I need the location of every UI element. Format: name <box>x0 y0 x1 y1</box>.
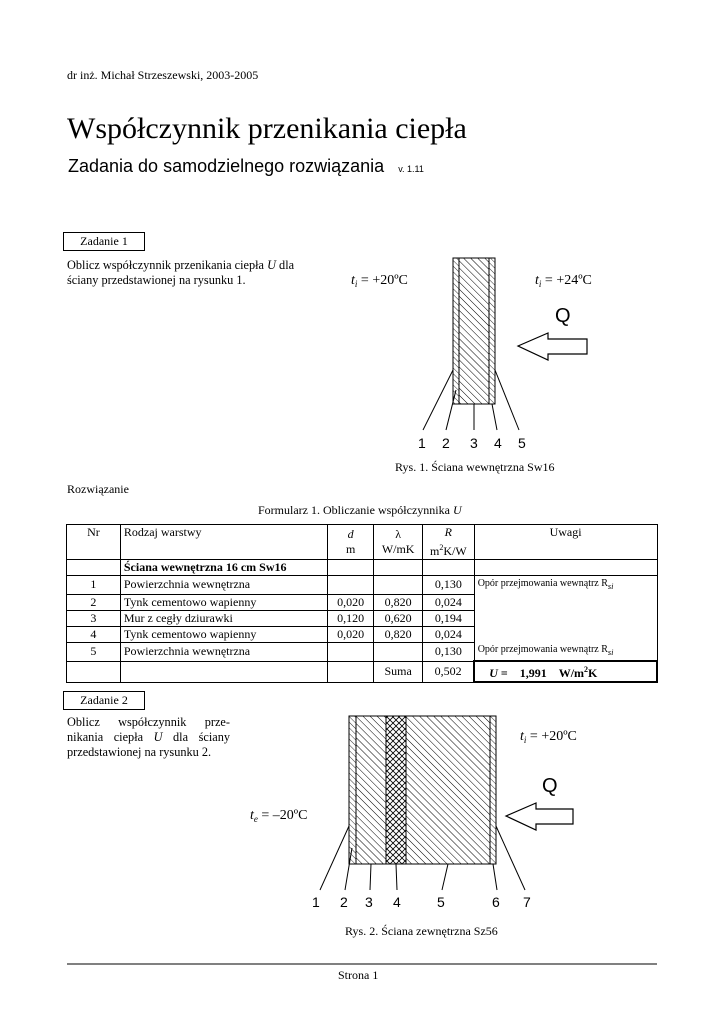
task1-text-a: Oblicz współczynnik przenikania ciepła <box>67 258 268 272</box>
row-note <box>474 626 657 642</box>
header-nr: Nr <box>67 525 121 560</box>
task1-label-box: Zadanie 1 <box>63 232 145 251</box>
fig1-temp-left: $t_i$ = +20ºC <box>351 273 408 289</box>
row-lambda: 0,820 <box>374 594 423 610</box>
fig2-temp-left: $t_e$ = –20ºC <box>250 808 308 824</box>
row-nr: 5 <box>67 642 121 661</box>
header-d <box>327 525 373 560</box>
task1-text-b: dla ściany przedstawionej na rysunku 1. <box>67 258 295 287</box>
fig2-layer-number: 6 <box>492 894 500 910</box>
table-header-row <box>67 525 658 560</box>
sum-value: 0,502 <box>422 661 474 682</box>
result-value: 1,991 <box>519 666 547 680</box>
row-note <box>474 642 657 661</box>
fig2-layer-number: 2 <box>340 894 348 910</box>
fig1-layer-plaster-left <box>453 258 459 404</box>
header-r-unit-b: K/W <box>443 544 467 558</box>
row-r: 0,024 <box>422 594 474 610</box>
row-r: 0,194 <box>422 610 474 626</box>
row-d: 0,020 <box>327 626 373 642</box>
row-name: Powierzchnia wewnętrzna <box>120 642 327 661</box>
task2-text <box>67 715 230 760</box>
fig2-layer-4 <box>406 716 490 864</box>
subtitle-text: Zadania do samodzielnego rozwiązania <box>68 156 385 176</box>
header-r <box>422 525 474 560</box>
version-label: v. 1.11 <box>398 164 424 174</box>
row-name: Powierzchnia wewnętrzna <box>120 576 327 595</box>
row-d <box>327 576 373 595</box>
sum-label: Suma <box>374 661 423 682</box>
result-unit-b: K <box>588 666 598 680</box>
table-sum-row <box>67 661 658 682</box>
header-d-unit: m <box>345 542 356 556</box>
row-d: 0,020 <box>327 594 373 610</box>
row-note-sub: si <box>607 582 614 591</box>
fig2-layer-3 <box>386 716 406 864</box>
fig2-layer-1 <box>349 716 356 864</box>
row-lambda <box>374 642 423 661</box>
row-note-sub: si <box>607 648 614 657</box>
form-caption <box>258 503 462 518</box>
fig1-caption: Rys. 1. Ściana wewnętrzna Sw16 <box>395 460 555 474</box>
fig2-layer-number: 3 <box>365 894 373 910</box>
table-row <box>67 594 658 610</box>
fig2-layer-number: 7 <box>523 894 531 910</box>
fig1-heat-flow-label: Q <box>555 305 571 327</box>
fig1-wall <box>453 258 495 404</box>
table-row <box>67 576 658 595</box>
fig2-wall <box>349 716 496 864</box>
row-r: 0,130 <box>422 576 474 595</box>
fig2-caption: Rys. 2. Ściana zewnętrzna Sz56 <box>345 924 498 938</box>
header-r-symbol: R <box>444 525 452 539</box>
table-row <box>67 642 658 661</box>
form-caption-u: U <box>452 503 462 517</box>
calculation-table <box>66 524 658 683</box>
document-title: Współczynnik przenikania ciepła <box>67 112 467 145</box>
header-name: Rodzaj warstwy <box>120 525 327 560</box>
header-notes: Uwagi <box>474 525 657 560</box>
row-nr: 3 <box>67 610 121 626</box>
row-name: Mur z cegły dziurawki <box>120 610 327 626</box>
row-nr: 1 <box>67 576 121 595</box>
fig2-heat-flow-label: Q <box>542 775 558 797</box>
row-lambda <box>374 576 423 595</box>
fig2-layer-number: 5 <box>437 894 445 910</box>
row-nr: 4 <box>67 626 121 642</box>
row-note-text: Opór przejmowania wewnątrz R <box>477 644 608 655</box>
header-lambda-symbol: λ <box>395 527 402 541</box>
row-note <box>474 610 657 626</box>
fig1-layer-number: 2 <box>442 435 450 451</box>
fig2-layer-5 <box>490 716 496 864</box>
row-name: Tynk cementowo wapienny <box>120 626 327 642</box>
result-eq: = <box>497 666 508 680</box>
task2-text-u: U <box>153 730 163 744</box>
wall-name: Ściana wewnętrzna 16 cm Sw16 <box>120 560 327 576</box>
row-note <box>474 576 657 595</box>
fig1-layer-number: 1 <box>418 435 426 451</box>
header-r-unit-sup: 2 <box>439 543 444 552</box>
fig2-heat-flow-arrow <box>506 803 573 830</box>
result-u <box>474 661 657 682</box>
solution-label: Rozwiązanie <box>67 482 129 496</box>
task2-text-a: Oblicz współczynnik prze-nikania ciepła <box>67 715 230 744</box>
fig1-temp-right: $t_i$ = +24ºC <box>535 273 592 289</box>
fig1-layer-numbers <box>418 435 526 451</box>
fig1-layer-plaster-right <box>489 258 495 404</box>
fig2-layer-number: 1 <box>312 894 320 910</box>
row-note-text: Opór przejmowania wewnątrz R <box>477 578 608 589</box>
row-d <box>327 642 373 661</box>
task2-text-b: dla ściany przedstawionej na rysunku 2. <box>67 730 230 759</box>
row-lambda: 0,620 <box>374 610 423 626</box>
header-lambda <box>374 525 423 560</box>
fig1-layer-number: 4 <box>494 435 502 451</box>
table-row <box>67 610 658 626</box>
fig1-layer-number: 5 <box>518 435 526 451</box>
author-line: dr inż. Michał Strzeszewski, 2003-2005 <box>67 68 259 82</box>
result-unit: W/m <box>558 666 585 680</box>
row-nr: 2 <box>67 594 121 610</box>
row-note <box>474 594 657 610</box>
result-unit-sup: 2 <box>584 665 589 674</box>
fig1-heat-flow-arrow <box>518 333 587 360</box>
fig1-layer-brick <box>459 258 489 404</box>
task2-label-box: Zadanie 2 <box>63 691 145 710</box>
fig2-temp-right: $t_i$ = +20ºC <box>520 729 577 745</box>
header-lambda-unit: W/mK <box>381 542 415 556</box>
table-row <box>67 626 658 642</box>
row-d: 0,120 <box>327 610 373 626</box>
fig2-layer-numbers <box>312 894 531 910</box>
task1-text-u: U <box>267 258 276 272</box>
form-caption-text: Formularz 1. Obliczanie współczynnika <box>258 503 453 517</box>
table-row-wall <box>67 560 658 576</box>
header-d-symbol: d <box>347 527 354 541</box>
header-r-unit: m <box>429 544 440 558</box>
row-r: 0,130 <box>422 642 474 661</box>
fig2-layer-number: 4 <box>393 894 401 910</box>
result-u-symbol: U <box>489 666 498 680</box>
page-number: Strona 1 <box>338 968 379 982</box>
fig1-layer-number: 3 <box>470 435 478 451</box>
row-name: Tynk cementowo wapienny <box>120 594 327 610</box>
row-lambda: 0,820 <box>374 626 423 642</box>
row-r: 0,024 <box>422 626 474 642</box>
fig2-layer-2 <box>356 716 386 864</box>
